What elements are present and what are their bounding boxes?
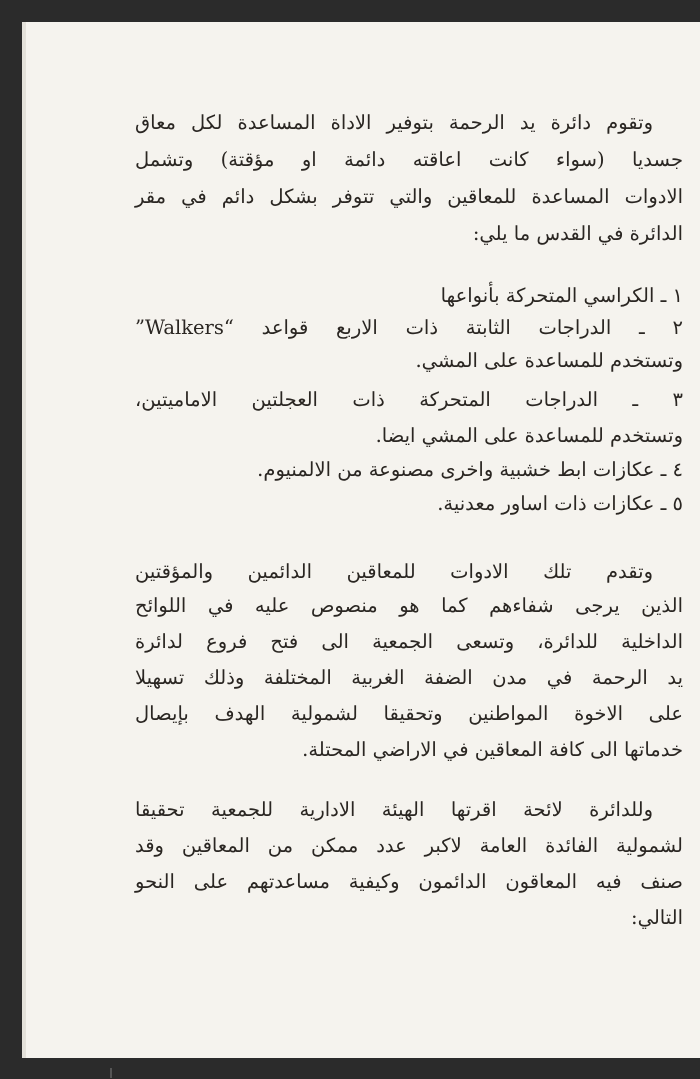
text-line: الدائرة في القدس ما يلي: (472, 222, 683, 245)
list-item: ٣ ـ الدراجات المتحركة ذات العجلتين الاماميتين، (135, 388, 683, 411)
text-line: الادوات المساعدة للمعاقين والتي تتوفر بشكل دائم في مقر (135, 185, 683, 208)
text-line: التالي: (631, 906, 683, 929)
list-item: ٤ ـ عكازات ابط خشبية واخرى مصنوعة من الالمنيوم. (257, 458, 683, 481)
text-line: وتقدم تلك الادوات للمعاقين الدائمين والمؤقتين (135, 560, 653, 583)
text-line: وتقوم دائرة يد الرحمة بتوفير الاداة المساعدة لكل معاق (135, 111, 653, 134)
text-line: خدماتها الى كافة المعاقين في الاراضي المحتلة. (302, 738, 683, 761)
text-line: على الاخوة المواطنين وتحقيقا لشمولية الهدف بإيصال (135, 702, 683, 725)
list-item-continuation: وتستخدم للمساعدة على المشي. (415, 349, 683, 372)
list-item: ٢ ـ الدراجات الثابتة ذات الاربع قواعد “Walkers” (135, 316, 683, 339)
list-item: ٥ ـ عكازات ذات اساور معدنية. (437, 492, 683, 515)
text-line: يد الرحمة في مدن الضفة الغربية المختلفة وذلك تسهيلا (135, 666, 683, 689)
text-line: الداخلية للدائرة، وتسعى الجمعية الى فتح فروع لدائرة (135, 630, 683, 653)
text-line: وللدائرة لائحة اقرتها الهيئة الادارية للجمعية تحقيقا (135, 798, 653, 821)
list-item-continuation: وتستخدم للمساعدة على المشي ايضا. (375, 424, 683, 447)
text-line: الذين يرجى شفاءهم كما هو منصوص عليه في اللوائح (135, 594, 683, 617)
text-line: صنف فيه المعاقون الدائمون وكيفية مساعدتهم على النحو (135, 870, 683, 893)
text-line: جسديا (سواء كانت اعاقته دائمة او مؤقتة) وتشمل (135, 148, 683, 171)
edge-tick (110, 1068, 112, 1078)
text-line: لشمولية الفائدة العامة لاكبر عدد ممكن من المعاقين وقد (135, 834, 683, 857)
list-item: ١ ـ الكراسي المتحركة بأنواعها (440, 284, 683, 307)
